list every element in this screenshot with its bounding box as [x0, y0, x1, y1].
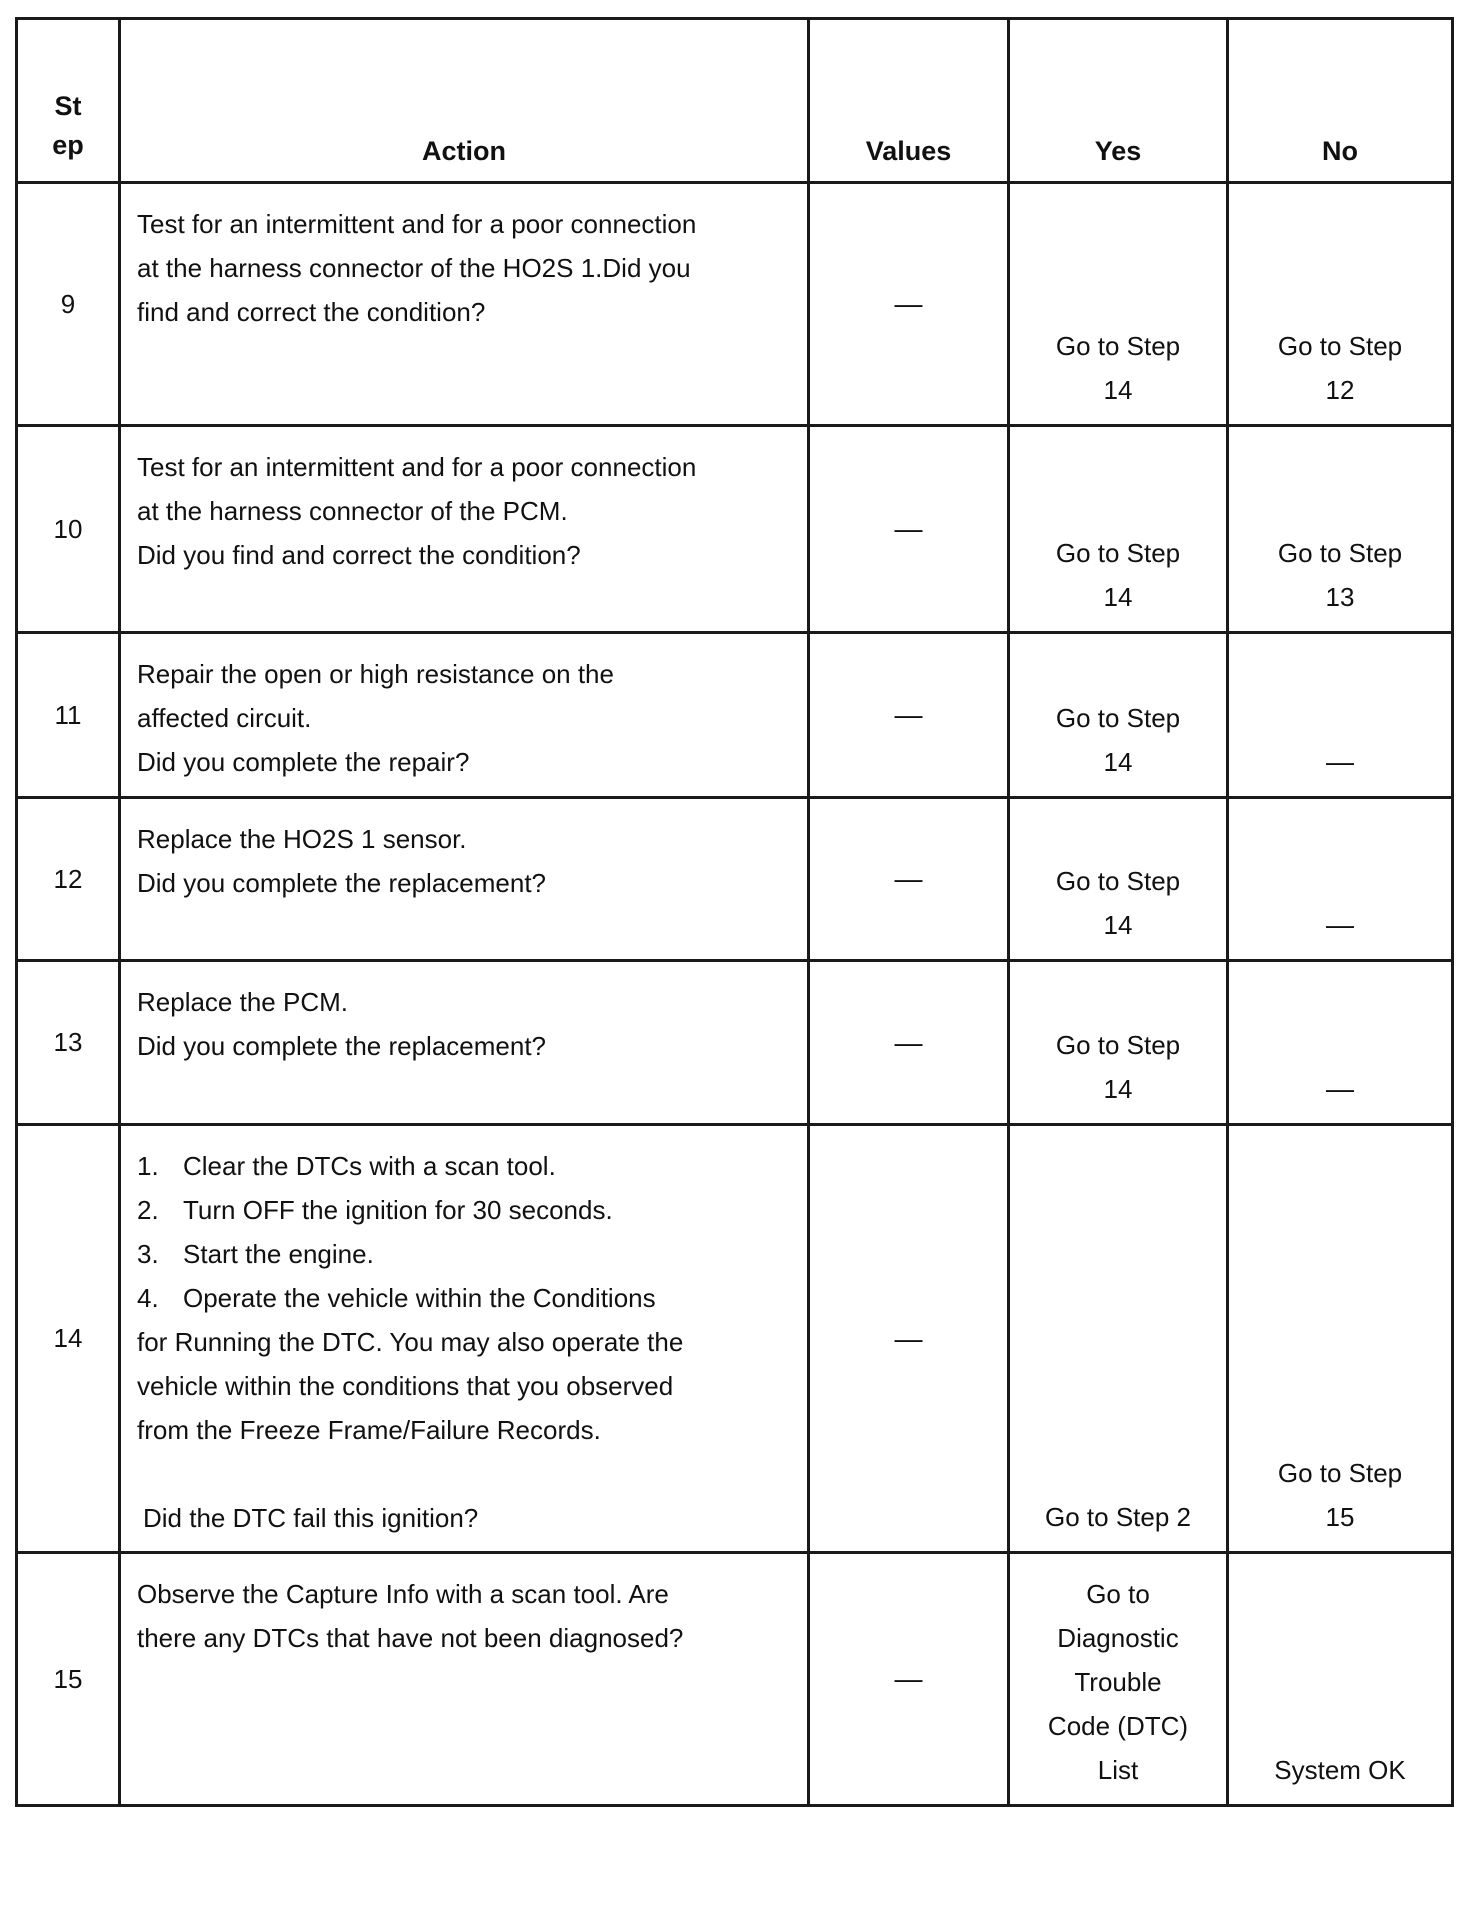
action-cell: Test for an intermittent and for a poor connection at the harness connector of the PCM. Did you find and correct the condition?: [120, 426, 809, 633]
values-cell: —: [809, 1553, 1009, 1806]
yes-cell: Go to Diagnostic Trouble Code (DTC) List: [1009, 1553, 1228, 1806]
values-cell: —: [809, 961, 1009, 1125]
yes-cell: Go to Step 14: [1009, 183, 1228, 426]
table-row: [17, 798, 1453, 961]
no-cell: System OK: [1228, 1553, 1453, 1806]
diagnostic-table: [15, 17, 1454, 1807]
step-number: 10: [17, 426, 120, 633]
values-cell: —: [809, 183, 1009, 426]
action-list-item: 1. Clear the DTCs with a scan tool.: [137, 1151, 556, 1181]
step-number: 12: [17, 798, 120, 961]
header-step: St ep: [17, 19, 120, 183]
yes-cell: Go to Step 14: [1009, 798, 1228, 961]
step-number: 11: [17, 633, 120, 798]
table-row: [17, 426, 1453, 633]
values-cell: —: [809, 633, 1009, 798]
table-row: [17, 183, 1453, 426]
action-cell: Replace the HO2S 1 sensor. Did you complete the replacement?: [120, 798, 809, 961]
header-yes: Yes: [1009, 19, 1228, 183]
values-cell: —: [809, 1125, 1009, 1553]
table-row: [17, 633, 1453, 798]
action-list-item: 4. Operate the vehicle within the Conditions: [137, 1283, 656, 1313]
yes-cell: Go to Step 14: [1009, 961, 1228, 1125]
no-cell: —: [1228, 798, 1453, 961]
action-list-item: 2. Turn OFF the ignition for 30 seconds.: [137, 1195, 613, 1225]
yes-cell: Go to Step 2: [1009, 1125, 1228, 1553]
header-action: Action: [120, 19, 809, 183]
yes-cell: Go to Step 14: [1009, 633, 1228, 798]
header-no: No: [1228, 19, 1453, 183]
values-cell: —: [809, 426, 1009, 633]
action-cell: Replace the PCM. Did you complete the replacement?: [120, 961, 809, 1125]
no-cell: Go to Step 15: [1228, 1125, 1453, 1553]
values-cell: —: [809, 798, 1009, 961]
table-row: [17, 1125, 1453, 1553]
yes-cell: Go to Step 14: [1009, 426, 1228, 633]
action-cell: 1. Clear the DTCs with a scan tool. 2. Turn OFF the ignition for 30 seconds. 3. Start the engine. 4. Operate the vehicle within the Conditions for Running the DTC. You may also operate the vehicle within the conditions that you observed from the Freeze Frame/Failure Records. Did the DTC fail this ignition?: [120, 1125, 809, 1553]
header-row: [17, 19, 1453, 183]
action-cell: Observe the Capture Info with a scan tool. Are there any DTCs that have not been diagnosed?: [120, 1553, 809, 1806]
header-values: Values: [809, 19, 1009, 183]
step-number: 14: [17, 1125, 120, 1553]
step-number: 13: [17, 961, 120, 1125]
action-question: Did the DTC fail this ignition?: [143, 1503, 479, 1533]
step-number: 15: [17, 1553, 120, 1806]
action-cell: Test for an intermittent and for a poor connection at the harness connector of the HO2S 1.Did you find and correct the condition?: [120, 183, 809, 426]
no-cell: —: [1228, 961, 1453, 1125]
no-cell: Go to Step 12: [1228, 183, 1453, 426]
action-cell: Repair the open or high resistance on the affected circuit. Did you complete the repair?: [120, 633, 809, 798]
no-cell: Go to Step 13: [1228, 426, 1453, 633]
table-row: [17, 1553, 1453, 1806]
table-row: [17, 961, 1453, 1125]
step-number: 9: [17, 183, 120, 426]
no-cell: —: [1228, 633, 1453, 798]
action-list-item: 3. Start the engine.: [137, 1239, 374, 1269]
